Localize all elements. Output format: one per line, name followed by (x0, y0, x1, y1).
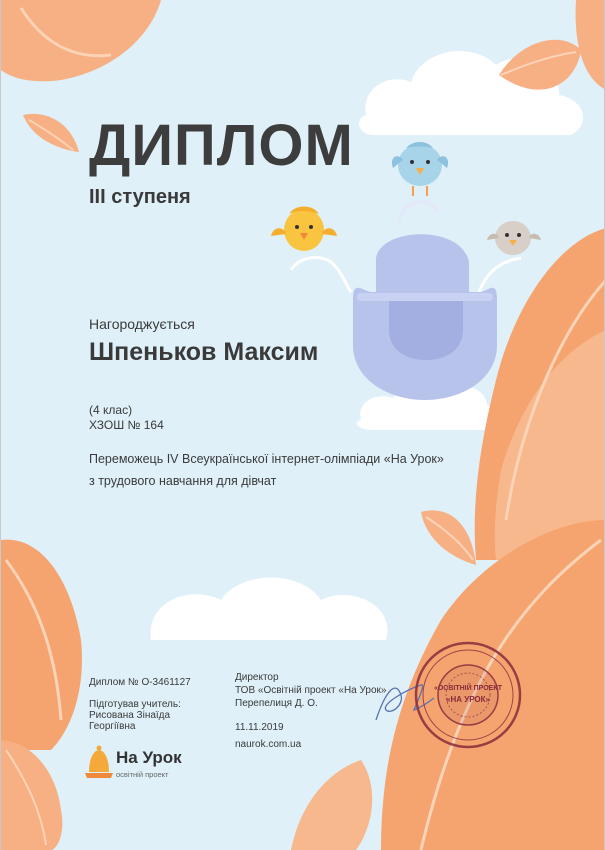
teacher-name-line1: Рисована Зінаїда (89, 710, 171, 721)
company-name: ТОВ «Освітній проект «На Урок» (235, 685, 387, 696)
logo-subtitle: освітній проект (116, 770, 169, 779)
left-branch (291, 257, 351, 292)
certificate-title: ДИПЛОМ (89, 113, 354, 178)
gray-bird-icon (487, 221, 541, 255)
issue-date: 11.11.2019 (235, 722, 284, 733)
achievement-description: Переможець IV Всеукраїнської інтернет-олімпіади «На Урок» (89, 452, 444, 466)
certificate-degree: ІІІ ступеня (89, 186, 191, 208)
stamp-seal-icon (413, 640, 523, 750)
website-link[interactable]: naurok.com.ua (235, 739, 302, 750)
achievement-subject: з трудового навчання для дівчат (89, 474, 277, 488)
bottom-cloud (151, 578, 388, 641)
svg-text:«НА УРОК»: «НА УРОК» (446, 695, 490, 704)
prepared-by-label: Підготував учитель: (89, 699, 181, 710)
top-right-leaf (499, 40, 581, 90)
diploma-number: Диплом № О-3461127 (89, 677, 191, 688)
svg-text:«ОСВІТНІЙ ПРОЕКТ: «ОСВІТНІЙ ПРОЕКТ (433, 685, 503, 692)
director-label: Директор (235, 672, 279, 683)
blue-bird-icon (392, 142, 448, 196)
right-branch (479, 258, 521, 292)
yellow-bird-icon (271, 207, 337, 252)
apron-icon (353, 202, 497, 400)
bottom-center-leaf (291, 760, 372, 850)
recipient-grade: (4 клас) (89, 403, 133, 417)
logo-name: На Урок (116, 748, 182, 767)
teacher-name-line2: Георгіївна (89, 721, 136, 732)
recipient-school: ХЗОШ № 164 (89, 418, 164, 432)
recipient-name: Шпеньков Максим (89, 338, 319, 366)
director-name: Перепелиця Д. О. (235, 698, 318, 709)
awarded-label: Нагороджується (89, 316, 195, 332)
top-right-corner-leaf (576, 0, 605, 90)
